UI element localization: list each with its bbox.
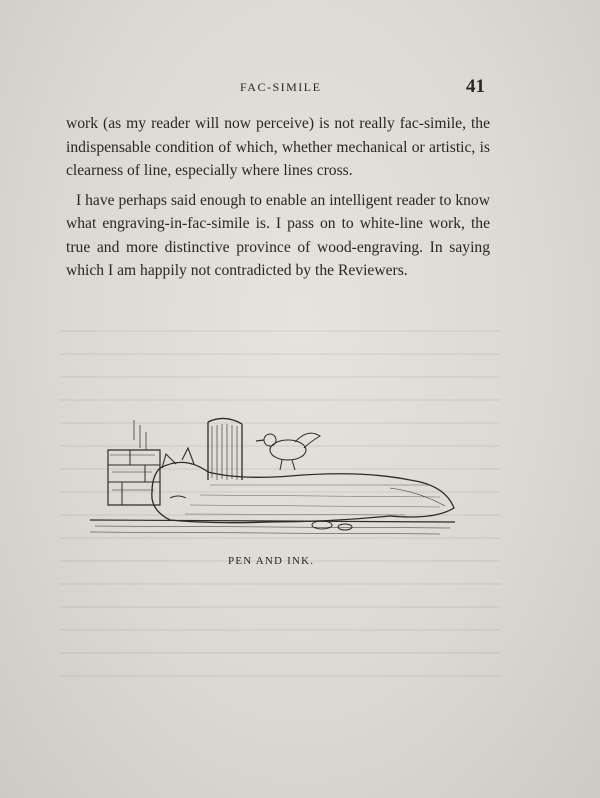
fox-drawing	[152, 448, 454, 523]
page-number: 41	[466, 76, 485, 97]
tree-stump-drawing	[208, 418, 242, 480]
paragraph-1: work (as my reader will now perceive) is not really fac-simile, the indispensable condition of which, whether mechanical or artistic, is clearness of line, especially where lines cross.	[66, 115, 490, 179]
figure-caption: PEN AND INK.	[228, 555, 315, 567]
paragraph-2: I have perhaps said enough to enable an intelligent reader to know what engraving-in-fac-simile is. I pass on to white-line work, the true and more distinctive province of wood-engraving. In saying which I am happily not contradicted by the Reviewers.	[66, 191, 490, 279]
running-head: FAC-SIMILE	[240, 80, 322, 94]
pen-and-ink-illustration	[90, 410, 460, 540]
bird-drawing	[256, 433, 320, 470]
body-text	[66, 112, 490, 283]
